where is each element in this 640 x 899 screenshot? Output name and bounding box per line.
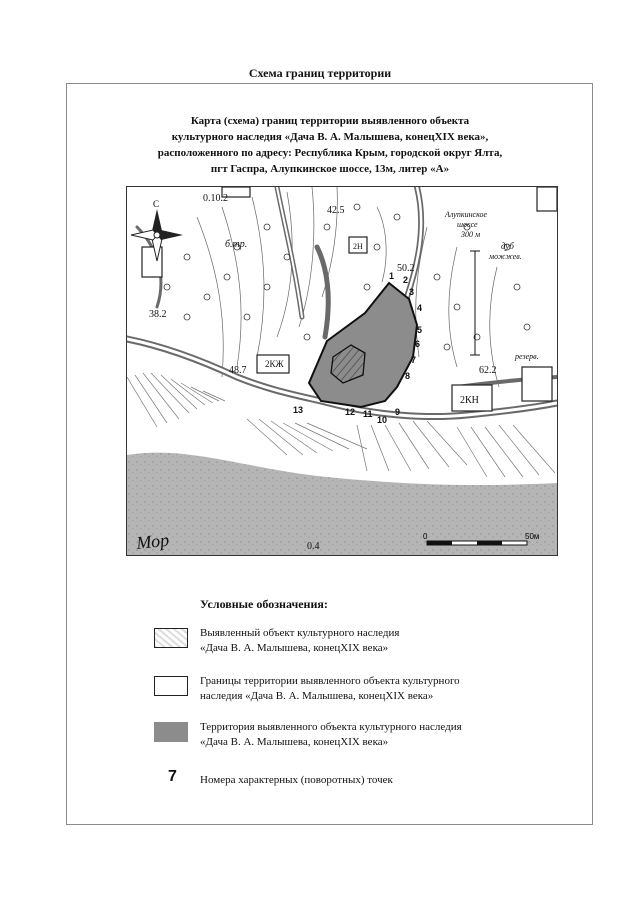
point-11: 11: [363, 409, 373, 419]
point-12: 12: [345, 407, 356, 417]
point-8: 8: [405, 371, 411, 381]
caption-line-2: культурного наследия «Дача В. А. Малышева, конецXIX века»,: [171, 131, 489, 143]
point-10: 10: [377, 415, 388, 425]
point-1: 1: [389, 271, 395, 281]
elev-label-3: 38.2: [149, 309, 167, 320]
label-btr: б.тр.: [225, 239, 248, 250]
legend-swatch-boundary: [154, 676, 188, 696]
elev-label-4: 50.2: [397, 263, 415, 274]
label-road-name: Алупкинское: [445, 210, 488, 219]
label-building-3: 2КН: [460, 395, 479, 406]
point-7: 7: [411, 355, 417, 365]
label-building-1: 2КЖ: [265, 359, 284, 369]
legend-item-2-line-1: Границы территории выявленного объекта культурного: [200, 675, 460, 687]
map-caption: [120, 113, 540, 177]
page-heading: Схема границ территории: [248, 66, 392, 80]
legend-item-2-line-2: наследия «Дача В. А. Малышева, конецXIX века»: [200, 690, 434, 702]
legend-title: Условные обозначения:: [200, 597, 328, 611]
point-3: 3: [409, 287, 415, 297]
caption-line-4: пгт Гаспра, Алупкинское шоссе, 13м, литер «А»: [210, 163, 450, 175]
sea-area: [127, 453, 557, 555]
compass-north-label: С: [153, 199, 160, 209]
scale-label-start: 0: [423, 532, 428, 541]
legend-swatch-territory: [154, 722, 188, 742]
point-13: 13: [293, 405, 304, 415]
label-oak: дуб: [501, 241, 514, 251]
legend-item-3-line-1: Территория выявленного объекта культурного наследия: [200, 721, 462, 733]
point-5: 5: [417, 325, 423, 335]
boundary-map: [126, 186, 558, 556]
label-reservoir: резерв.: [515, 352, 539, 361]
label-300m: 300 м: [461, 230, 481, 239]
map-svg: [127, 187, 557, 555]
point-6: 6: [415, 339, 421, 349]
legend-points-text: Номера характерных (поворотных) точек: [200, 774, 393, 786]
legend-points-symbol: 7: [168, 768, 177, 785]
elev-label-2: 42.5: [327, 205, 345, 216]
point-2: 2: [403, 275, 409, 285]
label-sea: Мор: [135, 529, 170, 553]
territory-polygon: [309, 283, 417, 407]
label-road-type: шоссе: [457, 220, 478, 229]
caption-line-1: Карта (схема) границ территории выявленного объекта: [190, 115, 470, 127]
legend-item-1-line-1: Выявленный объект культурного наследия: [200, 627, 400, 639]
point-4: 4: [417, 303, 423, 313]
elev-label-7: 0.4: [307, 541, 320, 552]
caption-line-3: расположенного по адресу: Республика Крым, городской округ Ялта,: [157, 147, 503, 159]
elev-label-6: 62.2: [479, 365, 497, 376]
legend-item-3-line-2: «Дача В. А. Малышева, конецXIX века»: [200, 736, 389, 748]
legend-item-1-line-2: «Дача В. А. Малышева, конецXIX века»: [200, 642, 389, 654]
label-juniper: можжев.: [489, 252, 522, 261]
label-building-2: 2Н: [353, 242, 363, 251]
scale-label-end: 50м: [525, 532, 540, 541]
elev-label-1: 0.10.2: [203, 193, 228, 204]
elev-label-5: 48.7: [229, 365, 247, 376]
point-9: 9: [395, 407, 401, 417]
legend-swatch-object: [154, 628, 188, 648]
